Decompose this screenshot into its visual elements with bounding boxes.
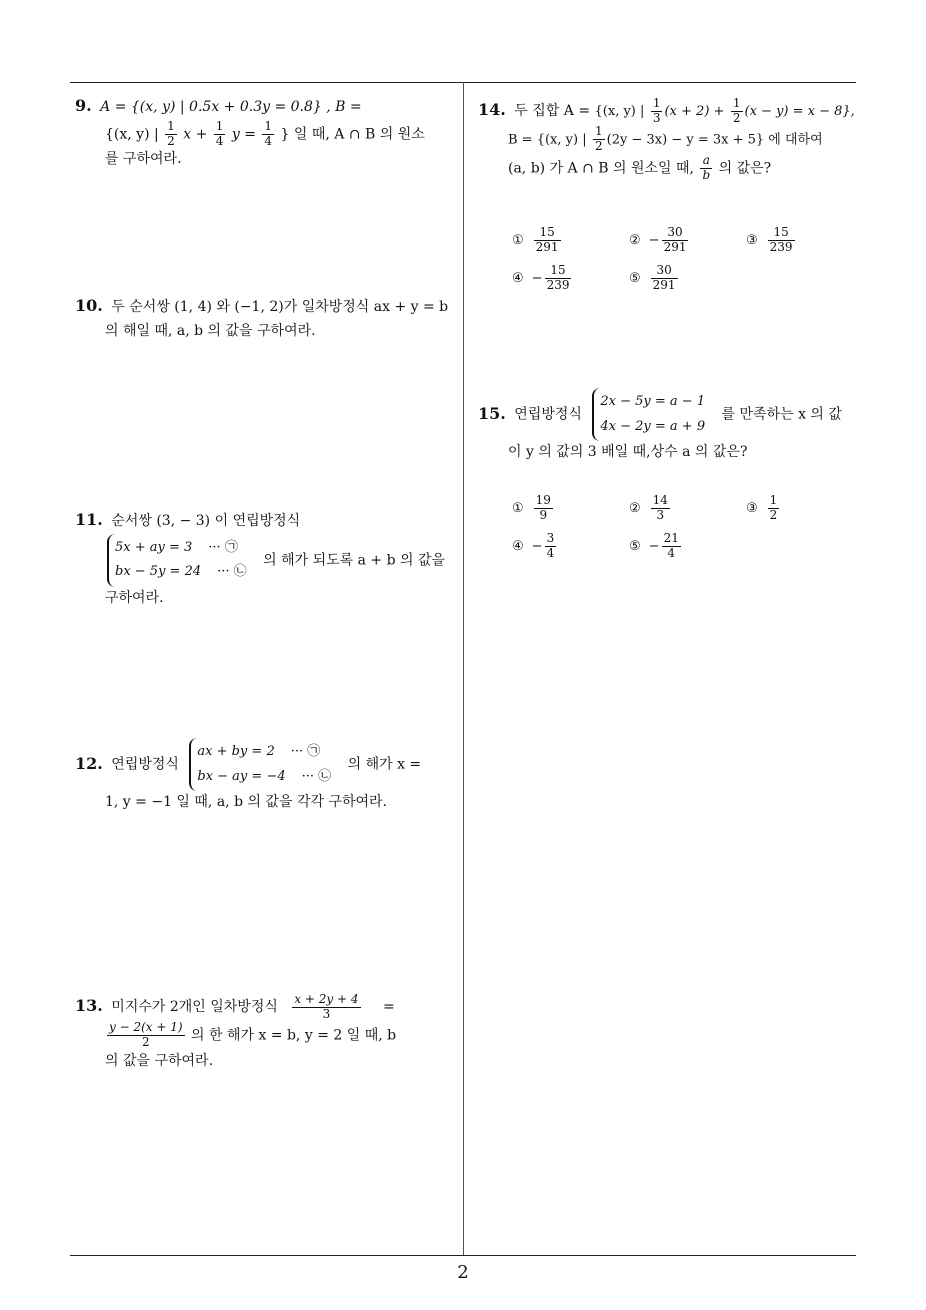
choice-5[interactable]: ⑤ − $\frac{21}{4}$ [629,531,679,560]
problem-text: (a, b) 가 A ∩ B 의 원소일 때, [508,160,695,177]
problem-text: 의 한 해가 x = b, y = 2 일 때, b [191,1027,397,1044]
expr-part: y = [231,126,256,143]
choice-2[interactable]: ② − $\frac{30}{291}$ [629,225,687,254]
choice-3[interactable]: ③ $\frac{15}{239}$ [746,225,793,254]
answer-choices-14 [512,226,852,306]
problem-number: 10. [75,296,103,315]
expr-part: x + [183,126,208,143]
choice-5[interactable]: ⑤ $\frac{30}{291}$ [629,263,676,292]
expr-part: (2y − 3x) − y = 3x + 5} 에 대하여 [606,132,823,148]
fraction: $\frac{1}{4}$ [264,118,273,148]
fraction: $\frac{a}{b}$ [702,152,711,182]
equation-tag: ··· ㉠ [290,744,321,759]
equation: 2x − 5y = a − 1 [600,394,706,409]
equation-system [592,388,711,441]
problem-text: 구하여라. [105,590,164,607]
problem-number: 13. [75,996,103,1015]
problem-number: 14. [478,100,506,119]
problem-number: 15. [478,403,506,423]
problem-text: 의 값을 구하여라. [105,1052,214,1069]
equation-tag: ··· ㉡ [301,768,332,784]
choice-4[interactable]: ④ − $\frac{3}{4}$ [512,531,555,560]
problem-10 [75,292,457,344]
choice-2[interactable]: ② $\frac{14}{3}$ [629,493,668,522]
problem-text: 의 값은? [718,160,772,177]
equation: 4x − 2y = a + 9 [600,418,706,434]
equation: 5x + ay = 3 [115,539,193,555]
column-divider [463,82,464,1256]
problem-text: } 일 때, A ∩ B 의 원소 [280,126,425,143]
choice-1[interactable]: ① $\frac{15}{291}$ [512,225,559,254]
answer-choices-15 [512,494,852,574]
equation: bx − ay = −4 [197,768,286,784]
choice-1[interactable]: ① $\frac{19}{9}$ [512,493,551,522]
problem-12 [75,738,457,815]
problem-15 [478,388,863,465]
problem-text: 미지수가 2개인 일차방정식 [111,999,278,1015]
problem-text: 를 구하여라. [105,151,182,168]
problem-text: 의 해가 되도록 a + b 의 값을 [263,552,446,569]
expr-part: (x + 2) + [664,104,725,119]
set-expression: {(x, y) | [105,126,159,143]
equals-sign: = [382,999,395,1015]
problem-text: 의 해가 x = [347,756,422,773]
set-expression: {(x, y) | [594,104,645,119]
problem-text: 두 집합 A = [514,103,591,119]
equation-system [107,534,253,587]
fraction: $\frac{1}{2}$ [167,118,175,148]
choice-3[interactable]: ③ $\frac{1}{2}$ [746,493,778,522]
problem-text: 연립방정식 [514,406,582,423]
problem-text: 순서쌍 (3, − 3) 이 연립방정식 [111,513,301,529]
fraction: $\frac{y - 2(x + 1)}{2}$ [109,1020,183,1050]
problem-number: 11. [75,510,103,529]
problem-text: 이 y 의 값의 3 배일 때,상수 a 의 값은? [508,444,748,461]
problem-text: 의 해일 때, a, b 의 값을 구하여라. [105,322,316,339]
problem-number: 12. [75,753,103,773]
problem-text: A = {(x, y) | 0.5x + 0.3y = 0.8} , B = [100,99,362,115]
problem-text: 1, y = −1 일 때, a, b 의 값을 각각 구하여라. [105,794,388,811]
fraction: $\frac{1}{2}$ [595,124,603,154]
choice-4[interactable]: ④ − $\frac{15}{239}$ [512,263,570,292]
problem-number: 9. [75,96,92,115]
page-number: 2 [457,1262,469,1283]
fraction: $\frac{1}{3}$ [652,95,661,125]
equation-tag: ··· ㉠ [208,539,238,555]
equation-tag: ··· ㉡ [217,564,247,580]
equation: bx − 5y = 24 [115,564,202,580]
fraction: $\frac{1}{2}$ [732,95,741,125]
equation-system [189,738,337,791]
problem-14 [478,96,863,182]
problem-text: 연립방정식 [111,756,179,773]
problem-9 [75,92,457,172]
equation: ax + by = 2 [197,744,275,759]
bottom-rule [70,1255,856,1256]
problem-11 [75,506,457,611]
problem-text: 를 만족하는 x 의 값 [721,406,842,423]
fraction: $\frac{x + 2y + 4}{3}$ [294,991,359,1021]
expr-part: (x − y) = x − 8}, [744,104,855,119]
problem-text: 두 순서쌍 (1, 4) 와 (−1, 2)가 일차방정식 ax + y = b [111,299,449,315]
fraction: $\frac{1}{4}$ [215,118,224,148]
problem-13 [75,992,457,1074]
set-expression: B = {(x, y) | [508,132,587,148]
